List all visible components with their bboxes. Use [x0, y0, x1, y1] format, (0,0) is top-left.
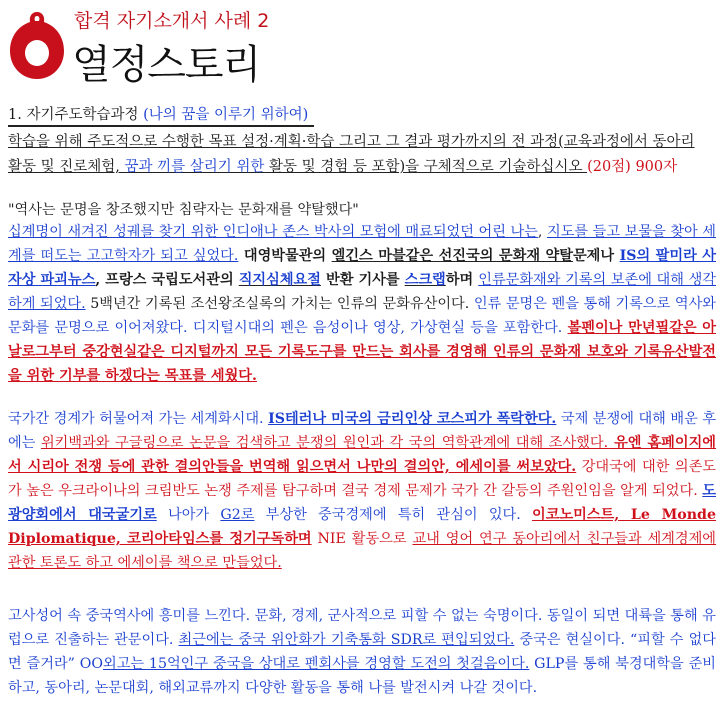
question-text: [8, 130, 718, 180]
p2-span-b: IS테러나 미국의 금리인상 코스피가 폭락한다.: [268, 411, 557, 427]
p2-span-l: NIE 활동으로: [311, 531, 413, 547]
p3-span-a: 고사성어 속 중국역사에 흥미를 느낀다. 문화, 경제, 군사적으로 피할 수 없는 숙명이다. 동일이 되면 대륙을 통해 유럽으로 진출하는 관문이다.: [8, 608, 716, 648]
p1-span-b: ,: [537, 224, 547, 240]
p2-span-j: 부상한 중국경제에 특히 관심이 있다.: [254, 507, 533, 523]
p1-span-n: 5백년간 기록된 조선왕조실록의 가치는 인류의 문화유산이다.: [85, 296, 474, 312]
p1-span-j: 반환 기사를: [320, 272, 405, 288]
p3-span-e: GLP를 통해 북경대학을 준비하고, 동아리, 논문대회, 해외교류까지 다양한 활동을 통해 나를 발전시켜 나갈 것이다.: [8, 656, 716, 696]
brand-title: 열정스토리: [72, 42, 261, 88]
question-limit: (20점) 900자: [587, 159, 678, 175]
p1-span-c: 지도를 들고 보물을 찾아 세계를 떠도는 고고학자가 되고 싶었다.: [8, 224, 716, 264]
p1-span-p: 볼펜이나 만년필같은 아날로그부터 중강현실같은 디지털까지 모든 기록도구를 만드는 회사를 경영해 인류의 문화재 보호와 기록유산발전을 위한 기부를 하겠다는 목표를 세웠다.: [8, 320, 717, 384]
p2-span-m: 교내 영어 연구 동아리에서 친구들과 세계경제에 관한 토론도 하고 에세이를 책으로 만들었다.: [8, 531, 716, 571]
p2-span-c: 국제 분쟁에 대해 배운 후에는: [8, 411, 716, 451]
section-number-title: 1. 자기주도학습과정: [8, 107, 144, 123]
p2-span-e: 유엔 홈페이지에서 시리아 전쟁 등에 관한 결의안들을 번역해 읽으면서 나만의 결의안, 에세이를 써보았다.: [8, 435, 716, 475]
p2-span-i: G2로: [220, 507, 255, 523]
essay-paragraph-2: [8, 407, 716, 575]
essay-quote: "역사는 문명을 창조했지만 침략자는 문화재를 약탈했다": [8, 202, 359, 218]
question-section: [8, 104, 718, 180]
p3-span-b: 최근에는 중국 위안화가 기축통화 SDR로 편입되었다.: [178, 632, 515, 648]
p3-span-c: 중국은 현실이다. “피할 수 없다면 즐거라” OO: [8, 632, 716, 672]
question-line-2c: 활동 및 경험 등 포함)을 구체적으로 기술하십시오: [264, 159, 588, 175]
p1-span-e: 엘긴스 마블같은 선진국의 문화재 약탈: [331, 248, 573, 264]
p1-span-a: 십계명이 새겨진 성궤를 찾기 위한 인디애나 존스 박사의 모험에 매료되었던 어린 나는: [8, 224, 538, 240]
p2-span-f: 강대국에 대한 의존도가 높은 우크라이나의 크림반도 논쟁 주제를 탐구하며 결국 경제 문제가 국가 간 갈등의 주원인임을 알게 되었다.: [8, 459, 716, 499]
p2-span-a: 국가간 경계가 허물어져 가는 세계화시대.: [8, 411, 269, 427]
p1-span-g: IS의 팔미라 사자상 파괴뉴스: [8, 248, 716, 288]
p2-span-d: 위키백과와 구글링으로 논문을 검색하고 분쟁의 원인과 각 국의 역학관계에 대해 조사했다.: [40, 435, 609, 451]
p2-span-h: 나아가: [156, 507, 221, 523]
question-line-2b: 꿈과 끼를 살리기 위한: [124, 159, 265, 175]
p1-span-o: 인류 문명은 펜을 통해 기록으로 역사와 문화를 문명으로 이어져왔다. 디지털시대의 펜은 음성이나 영상, 가상현실 등을 포함한다.: [8, 296, 716, 336]
p3-span-d: 외고는 15억인구 중국을 상대로 펜회사를 경영할 도전의 첫걸음이다.: [102, 656, 530, 672]
red-circle-logo-icon: [6, 6, 68, 82]
question-line-1: 학습을 위해 주도적으로 수행한 목표 설정·계획·학습 그리고 그 결과 평가까지의 전 과정(교육과정에서 동아리: [8, 134, 695, 150]
p1-span-h: , 프랑스 국립도서관의: [95, 272, 239, 288]
p1-span-f: 문제나: [572, 248, 620, 264]
p1-span-i: 직지심체요절: [238, 272, 321, 288]
p2-span-k: 이코노미스트, Le Monde Diplomatique, 코리아타임스를 정기구독하며: [8, 507, 716, 547]
p1-span-m: 인류문화재와 기록의 보존에 대해 생각하게 되었다.: [8, 272, 716, 312]
essay-paragraph-3: [8, 604, 716, 700]
header-subtitle: 합격 자기소개서 사례 2: [74, 10, 270, 32]
essay-paragraph-1: [8, 220, 716, 388]
p1-span-d: 대영박물관의: [238, 248, 332, 264]
p2-span-g: 도광양회에서 대국굴기로: [8, 483, 716, 523]
section-title: [8, 105, 314, 127]
p1-span-k: 스크랩: [404, 272, 446, 288]
section-title-sub: (나의 꿈을 이루기 위하여): [143, 107, 309, 123]
page-header: [0, 0, 724, 95]
p1-span-l: 하며: [445, 272, 479, 288]
question-line-2a: 활동 및 진로체험,: [8, 159, 125, 175]
